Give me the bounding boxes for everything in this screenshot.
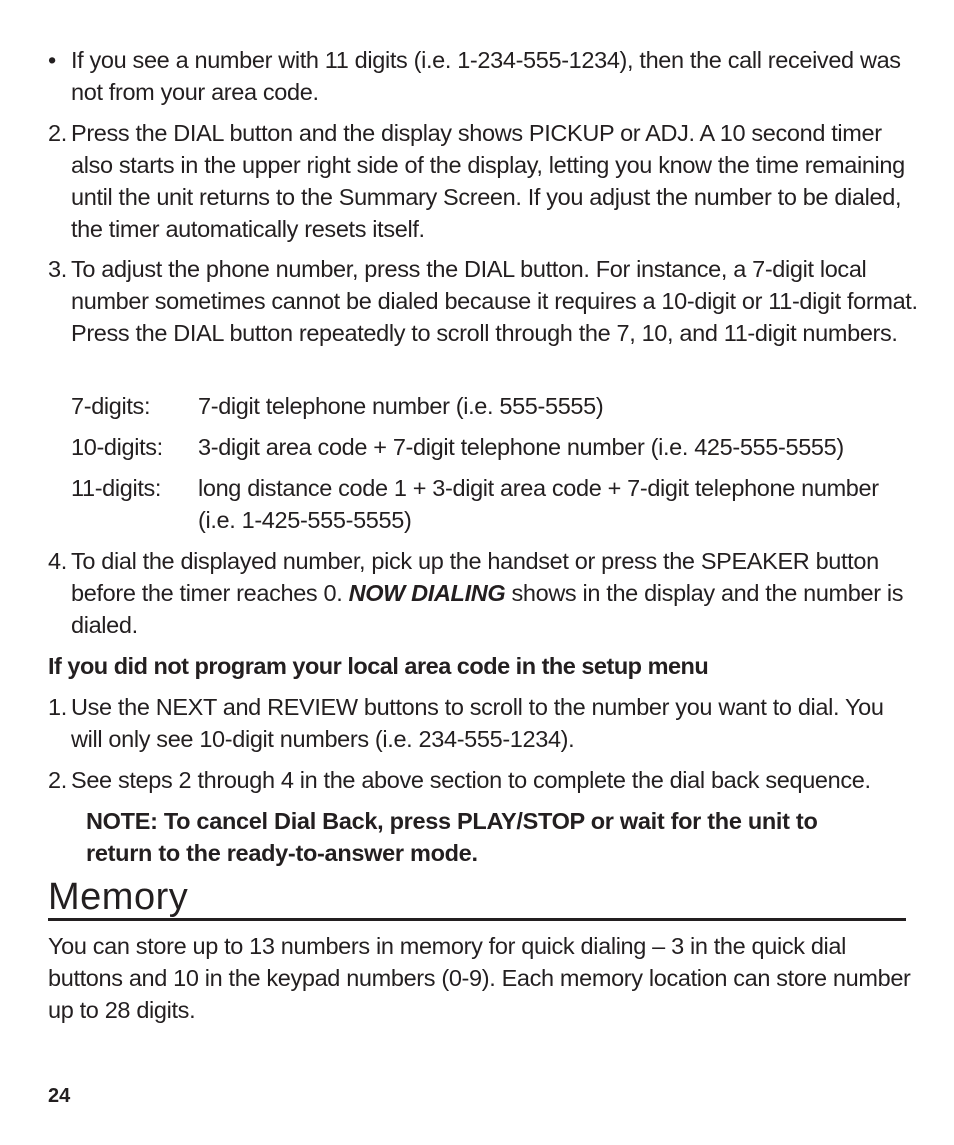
step-text: Press the DIAL button and the display shows PICKUP or ADJ. A 10 second timer also starts in the upper right side of the display, letting you know the time remaining until the unit returns to the Summary Screen. If you adjust the number to be dialed, the timer automatically resets itself.: [71, 120, 905, 242]
page-number: 24: [48, 1085, 71, 1107]
step-text: To adjust the phone number, press the DIAL button. For instance, a 7-digit local number sometimes cannot be dialed because it requires a 10-digit or 11-digit format. Press the DIAL button repeatedly to scroll through the 7, 10, and 11-digit numbers.: [71, 256, 918, 346]
step-text-end: shows in the display and the number is dialed.: [71, 580, 904, 638]
step-number: 4.: [48, 548, 67, 574]
step-text: [71, 545, 918, 641]
list-item-step-4: [48, 545, 918, 641]
bullet-text: If you see a number with 11 digits (i.e. 1-234-555-1234), then the call received was not from your area code.: [71, 47, 901, 105]
list-item-step-2: [48, 764, 918, 796]
step-number: 3.: [48, 256, 67, 282]
digit-format-row: [71, 431, 921, 463]
digit-format-value: 3-digit area code + 7-digit telephone number (i.e. 425-555-5555): [198, 434, 844, 460]
list-item-step-2: [48, 117, 918, 245]
list-item-bullet: [48, 44, 918, 108]
step-text: Use the NEXT and REVIEW buttons to scroll to the number you want to dial. You will only see 10-digit numbers (i.e. 234-555-1234).: [71, 694, 884, 752]
title-underline: [48, 918, 906, 921]
digit-format-label: 10-digits:: [71, 434, 163, 460]
memory-paragraph: You can store up to 13 numbers in memory for quick dialing – 3 in the quick dial buttons and 10 in the keypad numbers (0-9). Each memory location can store number up to 28 digits.: [48, 933, 911, 1023]
digit-format-label: 7-digits:: [71, 393, 151, 419]
digit-format-label: 11-digits:: [71, 475, 162, 501]
digit-format-row: [71, 472, 921, 536]
section-title: Memory: [48, 876, 189, 918]
digit-format-value: 7-digit telephone number (i.e. 555-5555): [198, 393, 604, 419]
now-dialing-emphasis: NOW DIALING: [348, 580, 506, 606]
step-number: 2.: [48, 120, 67, 146]
step-number: 1.: [48, 694, 67, 720]
list-item-step-1: [48, 691, 918, 755]
list-item-step-3: [48, 253, 918, 349]
step-text-start: To dial the displayed number, pick up the handset or press the SPEAKER button before the timer reaches 0.: [71, 548, 879, 606]
step-number: 2.: [48, 767, 67, 793]
step-text: See steps 2 through 4 in the above section to complete the dial back sequence.: [71, 767, 871, 793]
subsection-heading: If you did not program your local area code in the setup menu: [48, 653, 709, 679]
note-text: NOTE: To cancel Dial Back, press PLAY/STOP or wait for the unit to return to the ready-to-answer mode.: [86, 808, 818, 866]
digit-format-row: [71, 390, 921, 422]
bullet-marker: •: [48, 47, 56, 73]
digit-format-value: long distance code 1 + 3-digit area code + 7-digit telephone number (i.e. 1-425-555-5555): [198, 475, 879, 533]
